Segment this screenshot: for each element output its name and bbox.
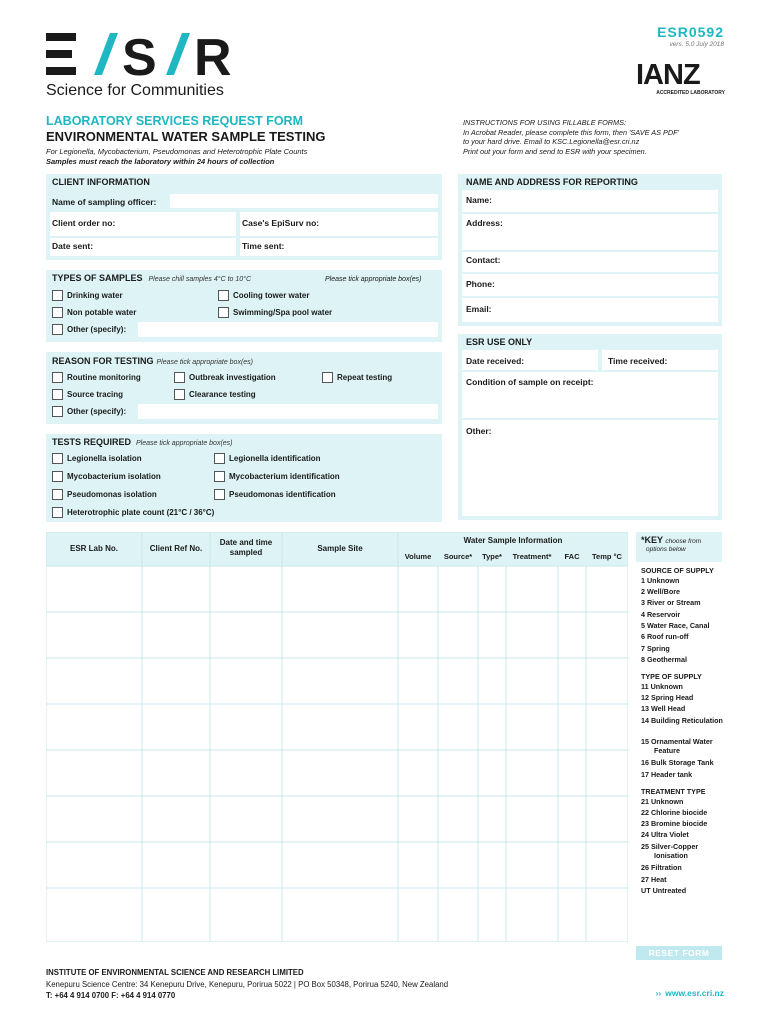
footer-address: Kenepuru Science Centre: 34 Kenepuru Drive, Kenepuru, Porirua 5022 | PO Box 50348, Porirua 5240, New Zealand <box>46 980 449 989</box>
key-type-item: 11 Unknown <box>641 682 683 691</box>
client-heading: CLIENT INFORMATION <box>52 177 150 187</box>
arrow-right-icon: ›› <box>655 988 662 998</box>
key-source-item: 6 Roof run-off <box>641 632 689 641</box>
report-phone-field[interactable] <box>462 274 718 296</box>
reason-heading <box>52 356 253 366</box>
samples-heading <box>52 273 251 283</box>
key-type-item: 14 Building Reticulation <box>641 716 723 725</box>
key-treatment-item: 25 Silver-Copper Ionisation <box>641 842 699 860</box>
tests-heading <box>52 437 233 447</box>
swimming-pool-checkbox[interactable] <box>218 307 229 318</box>
key-type-item: 17 Header tank <box>641 770 693 779</box>
other-sample-checkbox[interactable] <box>52 324 63 335</box>
report-email-field[interactable] <box>462 298 718 322</box>
key-heading <box>641 535 701 545</box>
reset-form-button[interactable]: RESET FORM <box>636 946 722 960</box>
footer-web-link[interactable] <box>656 988 724 998</box>
mycobacterium-isolation-checkbox[interactable] <box>52 471 63 482</box>
repeat-label: Repeat testing <box>337 373 393 382</box>
hpc-label: Heterotrophic plate count (21°C / 36°C) <box>67 508 215 517</box>
footer-web-text: www.esr.cri.nz <box>665 988 724 998</box>
other-reason-field[interactable] <box>138 404 438 419</box>
key-heading-text: *KEY <box>641 535 663 545</box>
footer-org: INSTITUTE OF ENVIRONMENTAL SCIENCE AND RESEARCH LIMITED <box>46 968 304 977</box>
non-potable-checkbox[interactable] <box>52 307 63 318</box>
clearance-label: Clearance testing <box>189 390 256 399</box>
mycobacterium-id-label: Mycobacterium identification <box>229 472 340 481</box>
key-source-item: 1 Unknown <box>641 576 680 585</box>
key-source-item: 2 Well/Bore <box>641 587 681 596</box>
report-name-label: Name: <box>466 195 492 205</box>
col-temp: Temp °C <box>592 552 622 561</box>
instructions <box>463 118 679 156</box>
report-name-field[interactable] <box>462 190 718 212</box>
outbreak-label: Outbreak investigation <box>189 373 276 382</box>
key-treatment-item: 26 Filtration <box>641 863 682 872</box>
legionella-id-checkbox[interactable] <box>214 453 225 464</box>
legionella-id-label: Legionella identification <box>229 454 321 463</box>
reporting-heading: NAME AND ADDRESS FOR REPORTING <box>466 177 638 187</box>
repeat-checkbox[interactable] <box>322 372 333 383</box>
key-type-heading: TYPE OF SUPPLY <box>641 672 702 681</box>
tests-note: Please tick appropriate box(es) <box>136 440 233 447</box>
reason-heading-text: REASON FOR TESTING <box>52 356 154 366</box>
key-treatment-heading: TREATMENT TYPE <box>641 787 706 796</box>
key-treatment-item: 21 Unknown <box>641 797 684 806</box>
sample-table <box>46 532 628 942</box>
instructions-line1: INSTRUCTIONS FOR USING FILLABLE FORMS: <box>463 118 626 127</box>
other-reason-checkbox[interactable] <box>52 406 63 417</box>
epi-label: Case's EpiSurv no: <box>242 218 320 228</box>
col-fac: FAC <box>564 552 580 561</box>
mycobacterium-id-checkbox[interactable] <box>214 471 225 482</box>
key-source-item: 5 Water Race, Canal <box>641 621 710 630</box>
key-type-item: 13 Well Head <box>641 704 686 713</box>
report-phone-label: Phone: <box>466 279 495 289</box>
col-water-info: Water Sample Information <box>463 536 563 545</box>
drinking-water-checkbox[interactable] <box>52 290 63 301</box>
officer-field[interactable] <box>170 194 438 208</box>
report-email-label: Email: <box>466 304 492 314</box>
key-treatment-item: 24 Ultra Violet <box>641 830 689 839</box>
col-treatment: Treatment* <box>512 552 552 561</box>
form-title-line1: LABORATORY SERVICES REQUEST FORM <box>46 114 303 128</box>
samples-tick-note: Please tick appropriate box(es) <box>325 276 422 283</box>
hpc-checkbox[interactable] <box>52 507 63 518</box>
routine-checkbox[interactable] <box>52 372 63 383</box>
esr-use-heading: ESR USE ONLY <box>466 337 533 347</box>
sample-table-grid <box>46 532 628 942</box>
pseudomonas-isolation-label: Pseudomonas isolation <box>67 490 157 499</box>
instructions-line3: to your hard drive. Email to KSC.Legionella@esr.cri.nz <box>463 137 640 146</box>
report-address-label: Address: <box>466 218 503 228</box>
date-received-label: Date received: <box>466 356 525 366</box>
report-contact-label: Contact: <box>466 255 501 265</box>
col-volume: Volume <box>404 552 432 561</box>
clearance-checkbox[interactable] <box>174 389 185 400</box>
form-subtitle: For Legionella, Mycobacterium, Pseudomonas and Heterotrophic Plate Counts <box>46 147 308 156</box>
col-datetime: Date and time sampled <box>219 538 273 557</box>
ianz-text: IANZ <box>636 59 700 91</box>
key-treatment-item: 22 Chlorine biocide <box>641 808 708 817</box>
esr-other-label: Other: <box>466 426 492 436</box>
key-note: choose from <box>665 538 702 545</box>
pseudomonas-id-checkbox[interactable] <box>214 489 225 500</box>
key-treatment-item: 23 Bromine biocide <box>641 819 708 828</box>
other-reason-label: Other (specify): <box>67 407 127 416</box>
logo-tagline: Science for Communities <box>46 82 224 99</box>
col-site: Sample Site <box>317 544 363 553</box>
key-source-item: 8 Geothermal <box>641 655 687 664</box>
tests-heading-text: TESTS REQUIRED <box>52 437 132 447</box>
key-source-item: 4 Reservoir <box>641 610 681 619</box>
other-sample-field[interactable] <box>138 322 438 337</box>
key-type-item: 12 Spring Head <box>641 693 694 702</box>
key-note-2: options below <box>646 546 686 553</box>
key-source-item: 7 Spring <box>641 644 670 653</box>
esr-logo <box>46 30 246 80</box>
condition-label: Condition of sample on receipt: <box>466 377 594 387</box>
key-type-item: 16 Bulk Storage Tank <box>641 758 714 767</box>
officer-label: Name of sampling officer: <box>52 197 157 207</box>
legionella-isolation-label: Legionella isolation <box>67 454 142 463</box>
time-sent-label: Time sent: <box>242 241 285 251</box>
key-type-item: 15 Ornamental Water Feature <box>641 737 713 755</box>
mycobacterium-isolation-label: Mycobacterium isolation <box>67 472 161 481</box>
svg-text:S: S <box>122 30 157 80</box>
source-tracing-checkbox[interactable] <box>52 389 63 400</box>
cooling-tower-label: Cooling tower water <box>233 291 310 300</box>
esr-other-field[interactable] <box>462 420 718 516</box>
form-title-line2: ENVIRONMENTAL WATER SAMPLE TESTING <box>46 129 326 144</box>
col-source: Source* <box>443 552 473 561</box>
pseudomonas-isolation-checkbox[interactable] <box>52 489 63 500</box>
footer-phone: T: +64 4 914 0700 F: +64 4 914 0770 <box>46 991 176 1000</box>
instructions-line4: Print out your form and send to ESR with your specimen. <box>463 146 647 156</box>
outbreak-checkbox[interactable] <box>174 372 185 383</box>
date-sent-label: Date sent: <box>52 241 94 251</box>
samples-heading-text: TYPES OF SAMPLES <box>52 273 143 283</box>
form-version: vers. 5.0 July 2018 <box>669 41 724 48</box>
samples-chill-note: Please chill samples 4°C to 10°C <box>148 276 251 283</box>
other-sample-label: Other (specify): <box>67 325 127 334</box>
col-esr-lab: ESR Lab No. <box>69 544 118 553</box>
col-type: Type* <box>482 552 502 561</box>
key-treatment-item: UT Untreated <box>641 886 687 895</box>
svg-text:R: R <box>194 30 232 80</box>
client-order-label: Client order no: <box>52 218 116 228</box>
cooling-tower-checkbox[interactable] <box>218 290 229 301</box>
ianz-logo <box>636 60 728 100</box>
key-treatment-item: 27 Heat <box>641 875 667 884</box>
legionella-isolation-checkbox[interactable] <box>52 453 63 464</box>
drinking-water-label: Drinking water <box>67 291 123 300</box>
col-client-ref: Client Ref No. <box>149 544 203 553</box>
form-subtitle-2: Samples must reach the laboratory within 24 hours of collection <box>46 157 275 166</box>
key-source-item: 3 River or Stream <box>641 598 701 607</box>
reason-note: Please tick appropriate box(es) <box>156 359 254 366</box>
source-tracing-label: Source tracing <box>67 390 124 399</box>
pseudomonas-id-label: Pseudomonas identification <box>229 490 336 499</box>
swimming-pool-label: Swimming/Spa pool water <box>233 308 333 317</box>
time-received-label: Time received: <box>608 356 668 366</box>
esr-logo-mark <box>46 30 246 80</box>
instructions-line2: In Acrobat Reader, please complete this form, then 'SAVE AS PDF' <box>463 127 679 137</box>
non-potable-label: Non potable water <box>67 308 137 317</box>
key-source-heading: SOURCE OF SUPPLY <box>641 566 714 575</box>
form-code: ESR0592 <box>657 24 724 40</box>
ianz-sub: ACCREDITED LABORATORY <box>656 90 725 96</box>
routine-label: Routine monitoring <box>67 373 141 382</box>
